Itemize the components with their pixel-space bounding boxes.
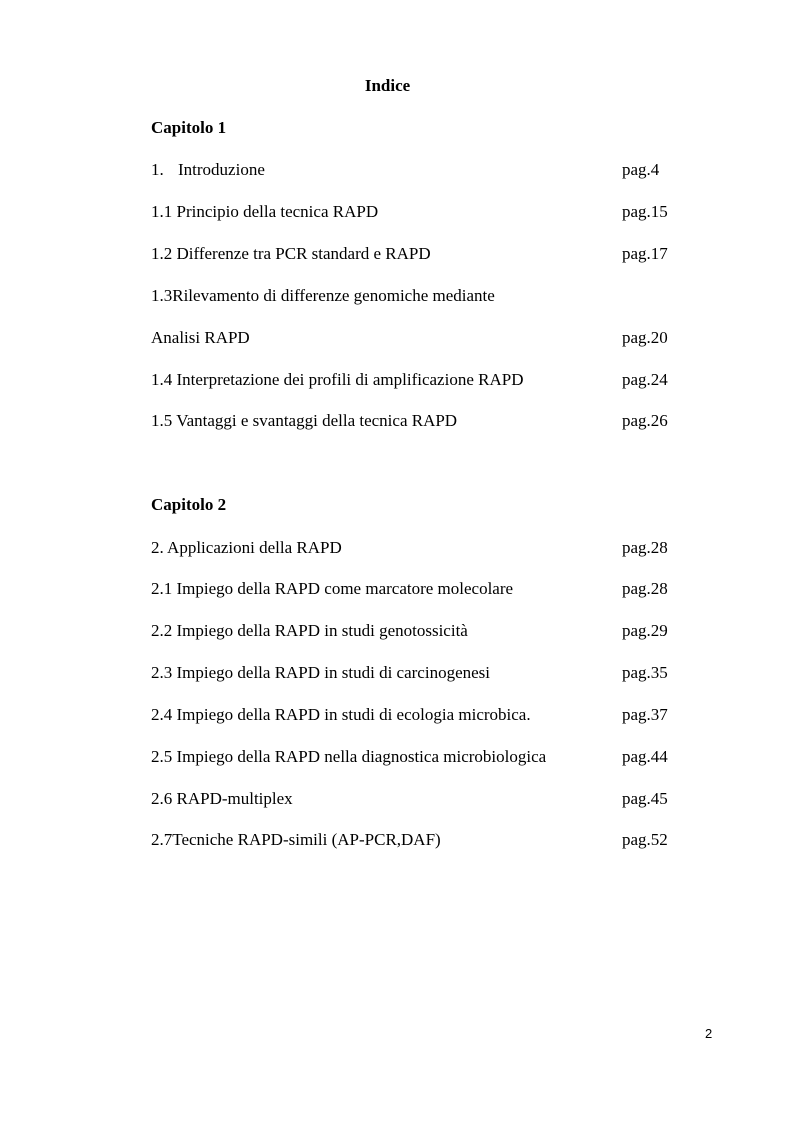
chapter-heading: Capitolo 2 — [151, 495, 227, 514]
toc-entry-page: pag.17 — [622, 244, 668, 263]
toc-entry — [151, 828, 691, 852]
toc-entry — [151, 703, 691, 727]
chapter-heading: Capitolo 1 — [151, 118, 227, 137]
toc-entry-page: pag.28 — [622, 579, 668, 598]
toc-entry-label: 1.2 Differenze tra PCR standard e RAPD — [151, 244, 431, 263]
toc-entry — [151, 619, 691, 643]
toc-entry-label: 2.7Tecniche RAPD-simili (AP-PCR,DAF) — [151, 830, 441, 849]
toc-entry-label: Introduzione — [178, 160, 265, 179]
toc-entry — [151, 284, 691, 308]
toc-entry-label: 2.2 Impiego della RAPD in studi genotossicità — [151, 621, 468, 640]
toc-entry-label: 1.5 Vantaggi e svantaggi della tecnica RAPD — [151, 411, 458, 430]
toc-entry — [151, 409, 691, 433]
toc-entry-page: pag.28 — [622, 538, 668, 557]
toc-entry-label: Analisi RAPD — [151, 328, 250, 347]
toc-entry-label: 2.1 Impiego della RAPD come marcatore molecolare — [151, 579, 514, 598]
toc-entry-page: pag.52 — [622, 830, 668, 849]
toc-entry-page: pag.35 — [622, 663, 668, 682]
page-number: 2 — [705, 1026, 713, 1041]
toc-entry-page: pag.4 — [622, 160, 660, 179]
toc-entry — [151, 577, 691, 601]
toc-entry-page: pag.37 — [622, 705, 668, 724]
toc-entry — [151, 326, 691, 350]
toc-entry-page: pag.44 — [622, 747, 668, 766]
toc-entry — [151, 536, 691, 560]
page-title: Indice — [364, 76, 411, 95]
toc-entry-label: 2.3 Impiego della RAPD in studi di carcinogenesi — [151, 663, 490, 682]
toc-entry-number: 1. — [151, 160, 164, 179]
toc-entry — [151, 745, 691, 769]
toc-entry-page: pag.26 — [622, 411, 668, 430]
toc-entry-page: pag.29 — [622, 621, 668, 640]
toc-entry-label: 1.3Rilevamento di differenze genomiche mediante — [151, 286, 495, 305]
toc-entry-label: 2.5 Impiego della RAPD nella diagnostica microbiologica — [151, 747, 547, 766]
toc-entry-page: pag.20 — [622, 328, 668, 347]
toc-entry-page: pag.45 — [622, 789, 668, 808]
toc-entry — [151, 368, 691, 392]
toc-entry-label: 1.4 Interpretazione dei profili di amplificazione RAPD — [151, 370, 524, 389]
toc-entry-page: pag.15 — [622, 202, 668, 221]
toc-entry — [151, 787, 691, 811]
toc-entry — [151, 200, 691, 224]
toc-entry-label: 2. Applicazioni della RAPD — [151, 538, 342, 557]
toc-entry-label: 2.4 Impiego della RAPD in studi di ecologia microbica. — [151, 705, 531, 724]
toc-entry-label: 1.1 Principio della tecnica RAPD — [151, 202, 379, 221]
toc-entry — [151, 242, 691, 266]
toc-entry-page: pag.24 — [622, 370, 668, 389]
toc-entry — [151, 158, 691, 182]
toc-entry-label: 2.6 RAPD-multiplex — [151, 789, 293, 808]
toc-entry — [151, 661, 691, 685]
